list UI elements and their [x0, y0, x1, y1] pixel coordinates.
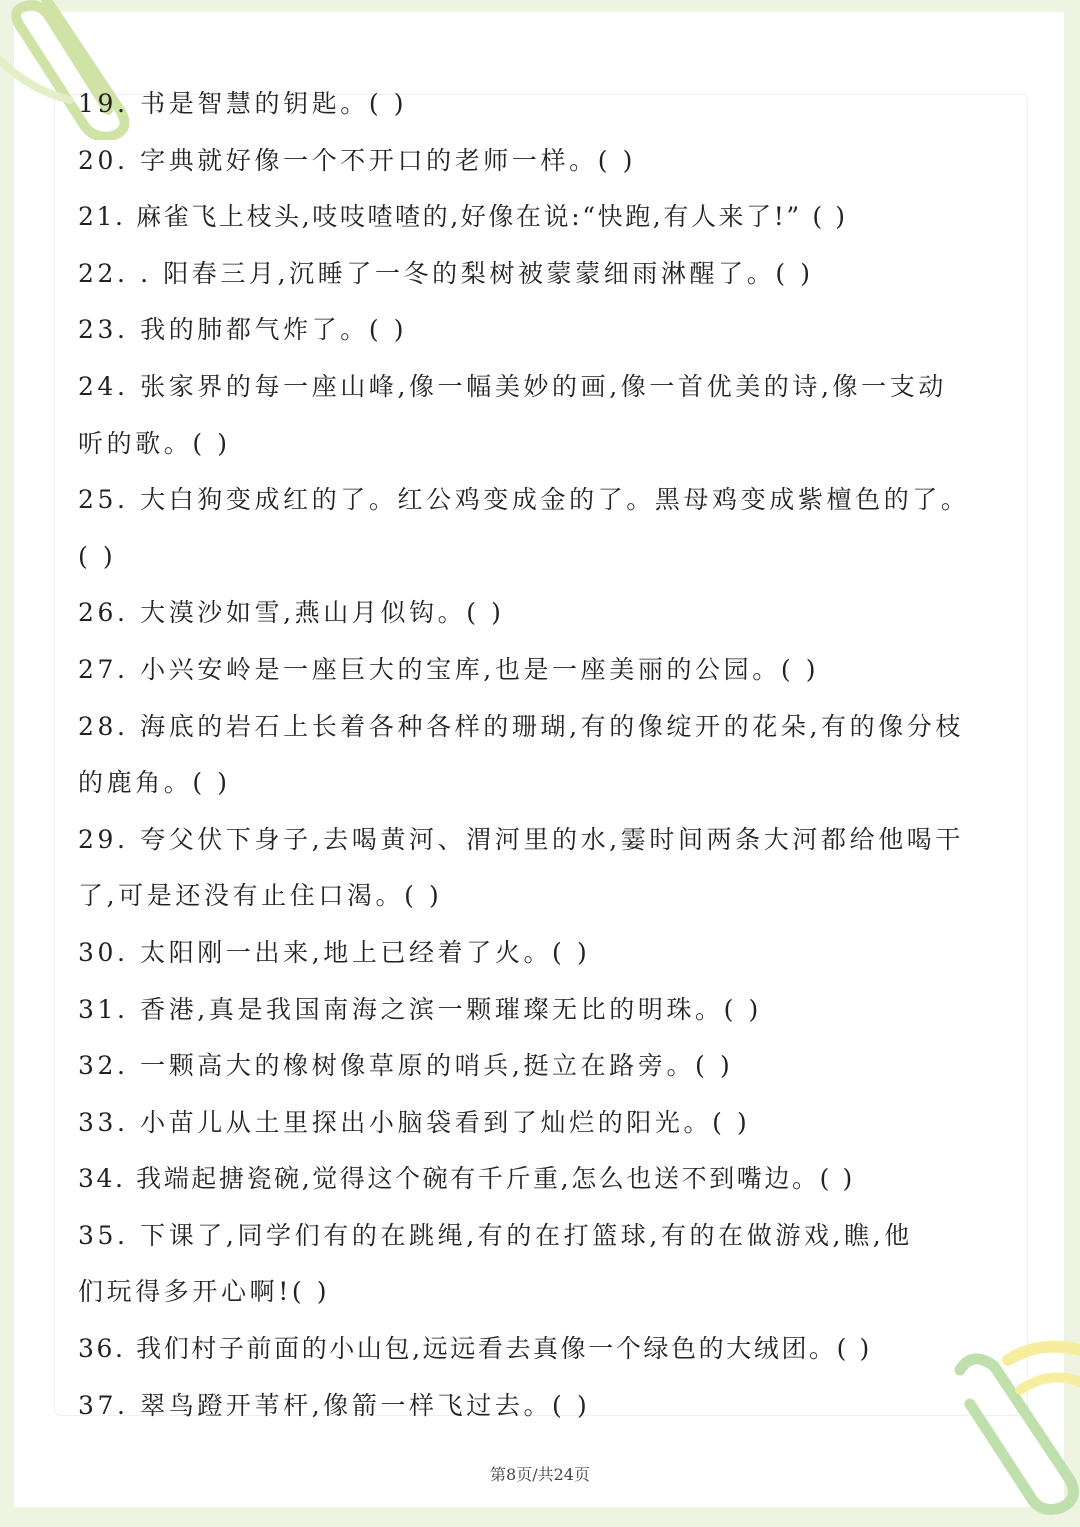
exercise-item: 19. 书是智慧的钥匙。( ) [78, 89, 408, 118]
exercise-item: 23. 我的肺都气炸了。( ) [78, 315, 408, 345]
page-number: 第8页/共24页 [490, 1465, 590, 1484]
exercise-item: 34. 我端起搪瓷碗,觉得这个碗有千斤重,怎么也送不到嘴边。( ) [78, 1164, 855, 1194]
exercise-item: 24. 张家界的每一座山峰,像一幅美妙的画,像一首优美的诗,像一支动 [78, 371, 947, 401]
exercise-item: 31. 香港,真是我国南海之滨一颗璀璨无比的明珠。( ) [78, 994, 762, 1024]
exercise-item: 25. 大白狗变成红的了。红公鸡变成金的了。黑母鸡变成紫檀色的了。 [78, 485, 970, 515]
exercise-item: 36. 我们村子前面的小山包,远远看去真像一个绿色的大绒团。( ) [78, 1334, 872, 1364]
exercise-item: 21. 麻雀飞上枝头,吱吱喳喳的,好像在说:“快跑,有人来了!” ( ) [78, 202, 848, 232]
exercise-item: 33. 小苗儿从土里探出小脑袋看到了灿烂的阳光。( ) [78, 1107, 751, 1137]
exercise-item: 32. 一颗高大的橡树像草原的哨兵,挺立在路旁。( ) [78, 1051, 734, 1081]
exercise-item: 30. 太阳刚一出来,地上已经着了火。( ) [78, 937, 591, 967]
exercise-item: 35. 下课了,同学们有的在跳绳,有的在打篮球,有的在做游戏,瞧,他 [78, 1220, 913, 1250]
exercise-item-continued: ( ) [78, 541, 117, 571]
exercise-item: 29. 夸父伏下身子,去喝黄河、渭河里的水,霎时间两条大河都给他喝干 [78, 824, 965, 854]
exercise-item: 37. 翠鸟蹬开苇杆,像箭一样飞过去。( ) [78, 1390, 591, 1420]
exercise-item-continued: 们玩得多开心啊!( ) [78, 1277, 331, 1307]
exercise-list [78, 76, 1018, 1434]
exercise-item-continued: 听的歌。( ) [78, 428, 231, 458]
exercise-item: 20. 字典就好像一个不开口的老师一样。( ) [78, 145, 636, 175]
exercise-item: 26. 大漠沙如雪,燕山月似钩。( ) [78, 598, 505, 628]
exercise-item: 28. 海底的岩石上长着各种各样的珊瑚,有的像绽开的花朵,有的像分枝 [78, 711, 965, 741]
exercise-item-continued: 的鹿角。( ) [78, 768, 231, 798]
exercise-item-continued: 了,可是还没有止住口渴。( ) [78, 881, 443, 911]
exercise-item: 22. . 阳春三月,沉睡了一冬的梨树被蒙蒙细雨淋醒了。( ) [78, 258, 814, 288]
exercise-item: 27. 小兴安岭是一座巨大的宝库,也是一座美丽的公园。( ) [78, 654, 820, 684]
